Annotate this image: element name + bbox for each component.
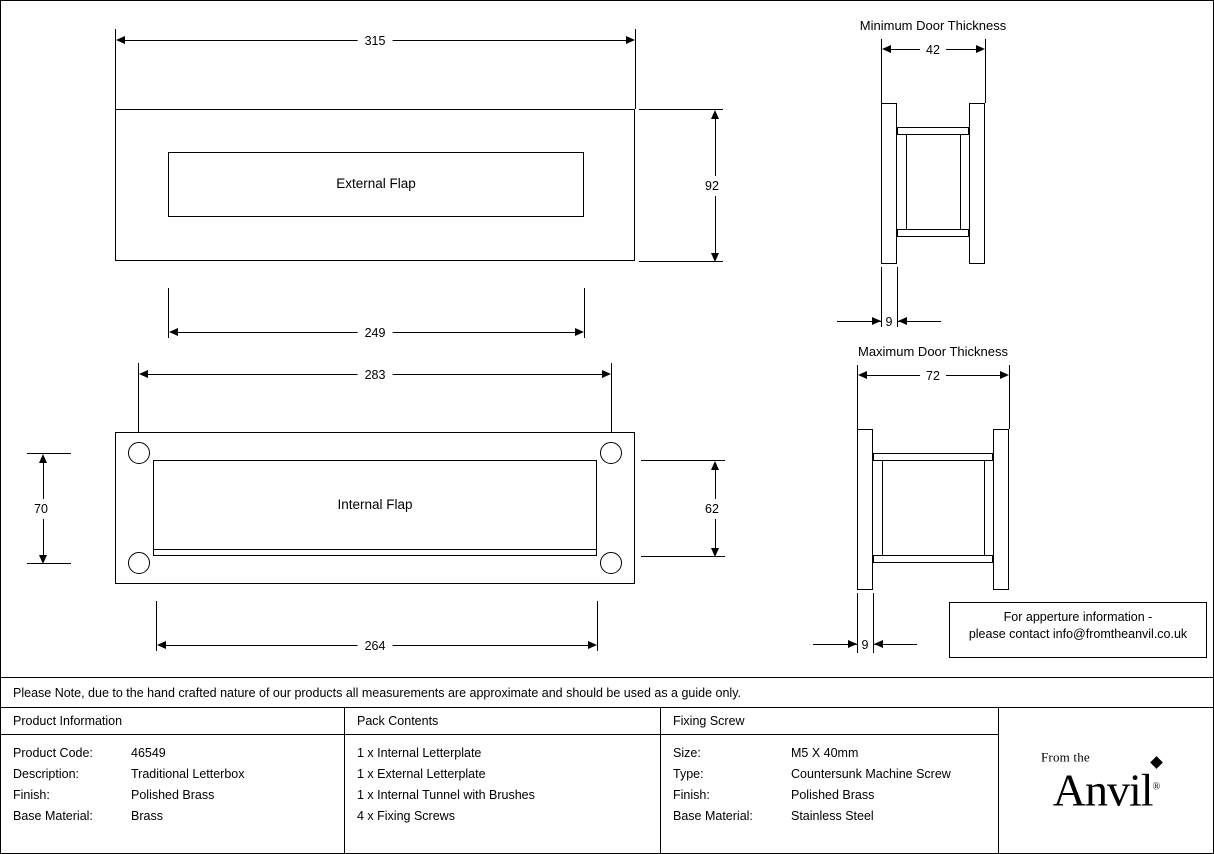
arrow-left [116, 36, 125, 44]
pack-contents-heading: Pack Contents [345, 708, 660, 735]
fixing-screw-heading: Fixing Screw [661, 708, 998, 735]
description-value: Traditional Letterbox [131, 767, 245, 781]
tunnel-inner-line [984, 461, 985, 555]
list-item: 1 x External Letterplate [357, 767, 486, 781]
tunnel-bottom-edge-max [873, 555, 993, 563]
product-information-body [1, 735, 344, 835]
screw-base-material-value: Stainless Steel [791, 809, 874, 823]
max-door-thickness-title: Maximum Door Thickness [857, 344, 1009, 359]
fixing-hole [128, 442, 150, 464]
internal-plate-side-view [969, 103, 985, 264]
extension-line [597, 601, 598, 651]
arrow-right [872, 317, 881, 325]
logo-wordmark: Anvil [1052, 764, 1153, 816]
extension-line [27, 563, 71, 564]
arrow-left [139, 370, 148, 378]
table-row [673, 743, 986, 764]
internal-plate-side-view-max [993, 429, 1009, 590]
finish-label: Finish: [13, 788, 50, 802]
fixing-screw-body [661, 735, 998, 835]
arrow-right [1000, 371, 1009, 379]
base-material-value: Brass [131, 809, 163, 823]
table-row [673, 785, 986, 806]
arrow-right [976, 45, 985, 53]
screw-size-label: Size: [673, 746, 701, 760]
arrow-down [711, 253, 719, 262]
extension-line [635, 29, 636, 109]
dim-min-door-offset: 9 [883, 315, 896, 329]
arrow-right [602, 370, 611, 378]
aperture-info-line2: please contact info@fromtheanvil.co.uk [968, 627, 1188, 641]
arrow-right [626, 36, 635, 44]
table-row [13, 785, 332, 806]
fixing-hole [600, 552, 622, 574]
dim-min-door-thickness: 42 [920, 43, 946, 57]
arrow-left [157, 641, 166, 649]
finish-value: Polished Brass [131, 788, 215, 802]
pack-contents-body [345, 735, 660, 835]
external-plate-side-view [881, 103, 897, 264]
fixing-hole [600, 442, 622, 464]
disclaimer-text: Please Note, due to the hand crafted nature of our products all measurements are approximate and should be used as a guide only. [13, 686, 742, 700]
table-row [13, 806, 332, 827]
pack-contents-column [345, 708, 661, 853]
table-row [13, 743, 332, 764]
extension-line [611, 363, 612, 433]
aperture-info-line1: For apperture information - [1003, 610, 1153, 624]
description-label: Description: [13, 767, 79, 781]
screw-base-material-label: Base Material: [673, 809, 753, 823]
tunnel-inner-line [906, 135, 907, 229]
product-information-heading: Product Information [1, 708, 344, 735]
dim-internal-width: 283 [358, 368, 393, 382]
aperture-info-box [949, 602, 1207, 658]
tunnel-top-edge [897, 127, 969, 135]
product-code-label: Product Code: [13, 746, 93, 760]
dim-max-door-thickness: 72 [920, 369, 946, 383]
dim-external-height: 92 [705, 176, 719, 196]
arrow-down [711, 548, 719, 557]
dim-external-width: 315 [358, 34, 393, 48]
screw-type-value: Countersunk Machine Screw [791, 767, 951, 781]
screw-type-label: Type: [673, 767, 704, 781]
min-door-thickness-title: Minimum Door Thickness [859, 18, 1007, 33]
extension-line [584, 288, 585, 338]
logo-top-text: From the [1041, 748, 1090, 764]
list-item: 1 x Internal Letterplate [357, 746, 482, 760]
arrow-left [169, 328, 178, 336]
list-item: 1 x Internal Tunnel with Brushes [357, 788, 535, 802]
tunnel-bottom-edge [897, 229, 969, 237]
internal-flap-label: Internal Flap [337, 497, 413, 512]
dim-max-door-offset: 9 [859, 638, 872, 652]
extension-line [985, 39, 986, 103]
arrow-down [39, 555, 47, 564]
arrow-up [711, 461, 719, 470]
product-code-value: 46549 [131, 746, 166, 760]
extension-line [27, 453, 71, 454]
external-plate-side-view-max [857, 429, 873, 590]
screw-size-value: M5 X 40mm [791, 746, 859, 760]
disclaimer-strip [1, 677, 1213, 707]
logo-main-text [1052, 764, 1160, 816]
arrow-right [588, 641, 597, 649]
table-row [13, 764, 332, 785]
tunnel-top-edge-max [873, 453, 993, 461]
arrow-left [882, 45, 891, 53]
fixing-hole [128, 552, 150, 574]
dim-internal-height: 70 [34, 499, 48, 519]
fixing-screw-column [661, 708, 999, 853]
arrow-up [711, 110, 719, 119]
brand-logo [999, 708, 1213, 853]
screw-finish-value: Polished Brass [791, 788, 875, 802]
arrow-left [858, 371, 867, 379]
table-row [673, 764, 986, 785]
dim-internal-flap-height: 62 [705, 499, 719, 519]
arrow-left [874, 640, 883, 648]
extension-line [1009, 365, 1010, 429]
product-information-column [1, 708, 345, 853]
arrow-left [898, 317, 907, 325]
external-flap-label: External Flap [336, 176, 416, 191]
dim-internal-aperture-width: 264 [358, 639, 393, 653]
arrow-up [39, 454, 47, 463]
info-tables [1, 707, 1213, 853]
tunnel-inner-line [882, 461, 883, 555]
dim-external-aperture-width: 249 [358, 326, 393, 340]
table-row [673, 806, 986, 827]
list-item: 4 x Fixing Screws [357, 809, 455, 823]
screw-finish-label: Finish: [673, 788, 710, 802]
internal-flap-lip [153, 549, 597, 550]
base-material-label: Base Material: [13, 809, 93, 823]
registered-trademark-icon: ® [1152, 780, 1160, 792]
arrow-right [575, 328, 584, 336]
arrow-right [848, 640, 857, 648]
tunnel-inner-line [960, 135, 961, 229]
